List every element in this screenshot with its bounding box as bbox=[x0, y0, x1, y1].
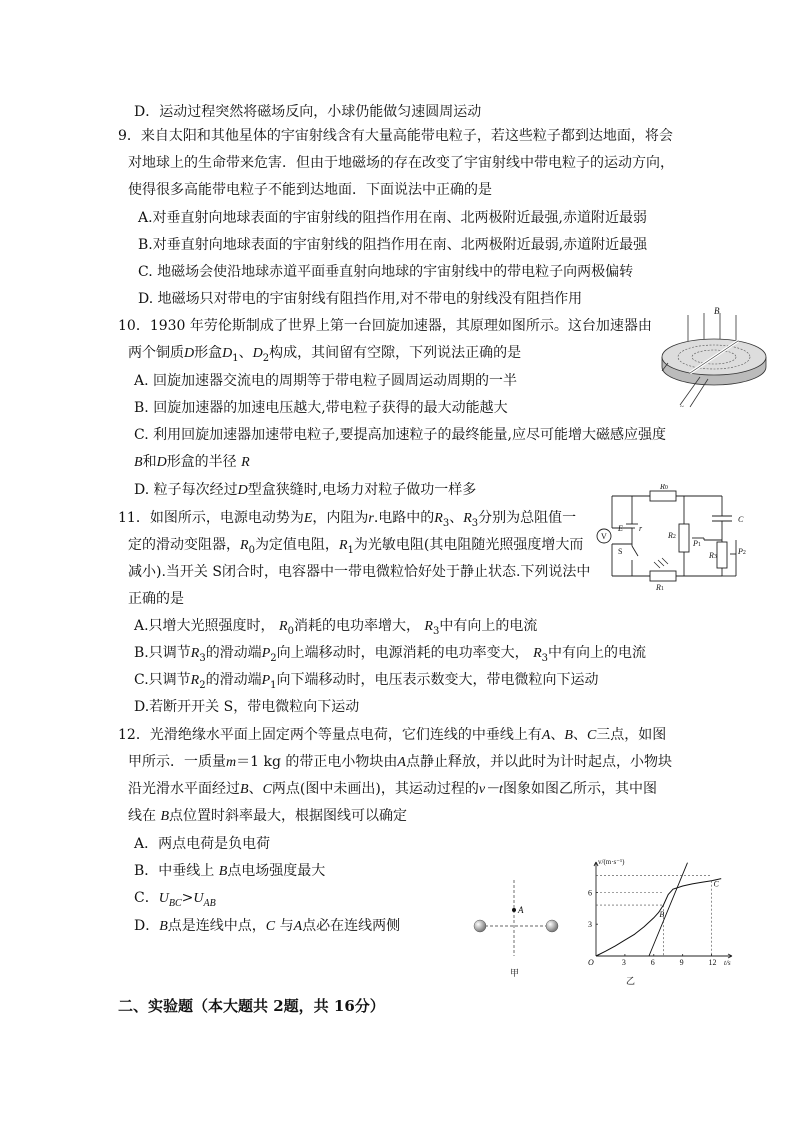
x-tick-label-9: 9 bbox=[679, 958, 684, 967]
q11-option-d: D.若断开开关 S，带电微粒向下运动 bbox=[134, 699, 360, 715]
rheostat-R2 bbox=[679, 524, 689, 552]
vt-tangent-line bbox=[649, 863, 688, 956]
label-E: E bbox=[618, 524, 623, 533]
q12-stem-line1: 12．光滑绝缘水平面上固定两个等量点电荷，它们连线的中垂线上有A、B、C三点，如图 bbox=[118, 727, 667, 743]
caption-yi: 乙 bbox=[626, 976, 636, 986]
q12-stem-line3: 沿光滑水平面经过B、C两点(图中未画出)，其运动过程的v－t图象如图乙所示，其中图 bbox=[128, 781, 657, 797]
label-C: C bbox=[713, 879, 719, 889]
label-B: B bbox=[659, 910, 665, 920]
q8-option-d: D．运动过程突然将磁场反向，小球仍能做匀速圆周运动 bbox=[134, 104, 482, 120]
label-R1: R1 bbox=[656, 583, 664, 592]
point-A bbox=[512, 908, 516, 912]
q11-option-c: C.只调节$R_2$的滑动端$P_1$向下端移动时，电压表示数变大，带电微粒向下运动 bbox=[134, 672, 599, 691]
x-axis-label: t/s bbox=[724, 959, 731, 967]
label-C: C bbox=[738, 515, 744, 524]
label-R3: R3 bbox=[709, 551, 717, 560]
q9-option-a: A.对垂直射向地球表面的宇宙射线的阻挡作用在南、北两极附近最强,赤道附近最弱 bbox=[138, 210, 648, 226]
q9-stem-line1: 9．来自太阳和其他星体的宇宙射线含有大量高能带电粒子，若这些粒子都到达地面，将会 bbox=[118, 128, 673, 144]
q12-option-b: B．中垂线上 B点电场强度最大 bbox=[134, 863, 326, 879]
label-P2: P2 bbox=[738, 547, 746, 556]
q12-stem-line4: 线在 B点位置时斜率最大，根据图线可以确定 bbox=[128, 808, 408, 824]
q11-stem-line4: 正确的是 bbox=[128, 591, 184, 607]
label-V: V bbox=[601, 532, 607, 541]
q11-stem-line3: 减小).当开关 S闭合时，电容器中一带电微粒恰好处于静止状态.下列说法中 bbox=[128, 564, 591, 580]
y-tick-label-3: 3 bbox=[588, 920, 592, 930]
q10-stem-line2: 两个铜质D形盒$D_1$、$D_2$构成，其间留有空隙，下列说法正确的是 bbox=[128, 345, 522, 364]
q10-stem-line1: 10．1930 年劳伦斯制成了世界上第一台回旋加速器，其原理如图所示。这台加速器由 bbox=[118, 318, 652, 334]
q12-option-c: C．$U_{BC}>U_{AB}$ bbox=[134, 890, 216, 909]
q9-option-c: C. 地磁场会使沿地球赤道平面垂直射向地球的宇宙射线中的带电粒子向两极偏转 bbox=[138, 264, 634, 280]
field-B-label: B bbox=[714, 306, 720, 316]
q10-option-c-line1: C. 利用回旋加速器加速带电粒子,要提高加速粒子的最终能量,应尽可能增大磁感应强度 bbox=[134, 427, 667, 443]
x-tick-label-6: 6 bbox=[650, 958, 655, 967]
q9-option-b: B.对垂直射向地球表面的宇宙射线的阻挡作用在南、北两极附近最弱,赤道附近最强 bbox=[138, 237, 648, 253]
q11-stem-line1: 11．如图所示，电源电动势为E，内阻为r.电路中的$R_3$、$R_3$分别为总阻值一 bbox=[118, 510, 577, 529]
label-R0: R0 bbox=[660, 484, 668, 491]
label-R2: R2 bbox=[668, 531, 676, 540]
label-A: A bbox=[518, 905, 524, 915]
q11-option-a: A.只增大光照强度时， $R_0$消耗的电功率增大， $R_3$中有向上的电流 bbox=[134, 618, 538, 637]
q10-option-b: B. 回旋加速器的加速电压越大,带电粒子获得的最大动能越大 bbox=[134, 400, 508, 416]
y-tick-label-6: 6 bbox=[588, 888, 592, 898]
q10-option-a: A. 回旋加速器交流电的周期等于带电粒子圆周运动周期的一半 bbox=[134, 373, 518, 389]
y-axis-label: v/(m·s⁻¹) bbox=[598, 858, 625, 866]
q9-option-d: D. 地磁场只对带电的宇宙射线有阻挡作用,对不带电的射线没有阻挡作用 bbox=[138, 291, 583, 307]
cyclotron-figure bbox=[650, 305, 770, 410]
q9-stem-line2: 对地球上的生命带来危害．但由于地磁场的存在改变了宇宙射线中带电粒子的运动方向， bbox=[128, 155, 674, 171]
figure-jia bbox=[468, 870, 564, 980]
x-tick-label-3: 3 bbox=[621, 958, 626, 967]
point-charge-right bbox=[546, 920, 558, 932]
rheostat-R3 bbox=[717, 542, 727, 568]
vt-graph bbox=[576, 856, 736, 988]
x-tick-label-12: 12 bbox=[708, 958, 717, 967]
caption-jia: 甲 bbox=[510, 968, 520, 978]
x-tick-label-O: O bbox=[588, 958, 594, 967]
svg-text:~: ~ bbox=[680, 403, 684, 410]
q10-option-d: D. 粒子每次经过D型盒狭缝时,电场力对粒子做功一样多 bbox=[134, 482, 477, 498]
circuit-figure bbox=[592, 484, 762, 594]
q12-option-a: A．两点电荷是负电荷 bbox=[134, 836, 271, 852]
photoresistor-R1 bbox=[650, 571, 676, 581]
point-charge-left bbox=[474, 920, 486, 932]
label-r: r bbox=[639, 524, 643, 533]
q12-option-d: D．B点是连线中点，C 与A点必在连线两侧 bbox=[134, 918, 401, 934]
label-P1: P1 bbox=[693, 539, 701, 548]
resistor-R0 bbox=[650, 491, 676, 501]
q11-option-b: B.只调节$R_3$的滑动端$P_2$向上端移动时，电源消耗的电功率变大， $R_3$中有向上的电流 bbox=[134, 645, 647, 664]
q11-stem-line2: 定的滑动变阻器，$R_0$为定值电阻，$R_1$为光敏电阻(其电阻随光照强度增大而 bbox=[128, 537, 584, 556]
q12-stem-line2: 甲所示．一质量m＝1 kg 的带正电小物块由A点静止释放，并以此时为计时起点，小物块 bbox=[128, 754, 672, 770]
label-S: S bbox=[618, 547, 623, 556]
q9-stem-line3: 使得很多高能带电粒子不能到达地面．下面说法中正确的是 bbox=[128, 182, 492, 198]
q10-option-c-line2: B和D形盒的半径 R bbox=[134, 454, 250, 470]
section-2-heading: 二、实验题（本大题共 2题，共 16分） bbox=[118, 997, 385, 1015]
